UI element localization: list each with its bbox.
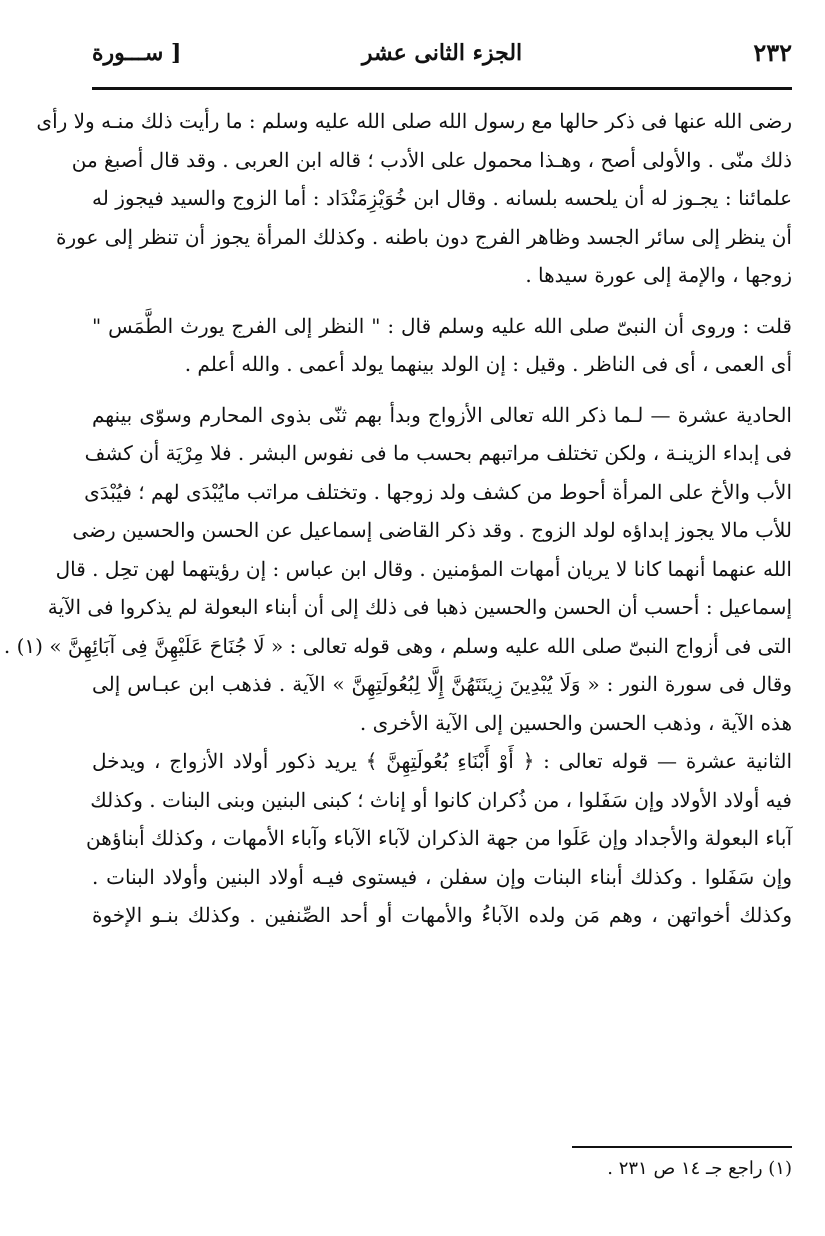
text-line: للأب مالا يجوز إبداؤه لولد الزوج . وقد ذكر القاضى إسماعيل عن الحسن والحسين رضى xyxy=(72,518,792,542)
paragraph-gap xyxy=(92,295,792,307)
text-line: زوجها ، والإمة إلى عورة سيدها . xyxy=(525,263,792,287)
text-line: الأب والأخ على المرأة أحوط من كشف ولد زوجها . وتختلف مراتب مايُبْدَى لهم ؛ فيُبْدَى xyxy=(84,479,792,504)
footnote: (١) راجع جـ ١٤ ص ٢٣١ . xyxy=(607,1158,792,1179)
text-line: وكذلك أخواتهن ، وهم مَن ولده الآباءُ والأمهات أو أحد الصِّنفين . وكذلك بنـو الإخوة xyxy=(92,903,792,927)
paragraph-4 xyxy=(86,742,792,935)
paragraph-1 xyxy=(36,102,792,295)
text-line: الثانية عشرة — قوله تعالى : ﴿ أَوْ أَبْنَاءِ بُعُولَتِهِنَّ ﴾ يريد ذكور أولاد الأزواج ، ويدخل xyxy=(92,749,792,773)
page-number: ٢٣٢ xyxy=(753,38,792,67)
text-line: التى فى أزواج النبىّ صلى الله عليه وسلم ، وهى قوله تعالى : « لَا جُنَاحَ عَلَيْهِنَّ فِى آبَائِهِنَّ » (١) . xyxy=(3,633,792,658)
paragraph-2 xyxy=(92,307,792,384)
text-line: هذه الآية ، وذهب الحسن والحسين إلى الآية الأخرى . xyxy=(359,710,792,735)
text-line: رضى الله عنها فى ذكر حالها مع رسول الله صلى الله عليه وسلم : ما رأيت ذلك منـه ولا رأى xyxy=(36,109,792,133)
paragraph-3 xyxy=(3,396,792,743)
text-line: فى إبداء الزينـة ، ولكن تختلف مراتبهم بحسب ما فى نفوس البشر . فلا مِرْيَة أن كشف xyxy=(84,441,792,465)
running-title: الجزء الثانى عشر xyxy=(361,40,523,66)
text-line: الحادية عشرة — لـما ذكر الله تعالى الأزواج وبدأ بهم ثنّى بذوى المحارم وسوّى بينهم xyxy=(92,402,792,427)
text-line: ذلك منّى . والأولى أصح ، وهـذا محمول على الأدب ؛ قاله ابن العربى . وقد قال أصبغ من xyxy=(71,147,792,172)
text-line: علمائنا : يجـوز له أن يلحسه بلسانه . وقال ابن خُوَيْزِمَنْدَاد : أما الزوج والسيد فيجوز له xyxy=(92,186,792,210)
text-line: أن ينظر إلى سائر الجسد وظاهر الفرج دون باطنه . وكذلك المرأة يجوز أن تنظر إلى عورة xyxy=(56,224,792,249)
surah-label: [ ســـورة xyxy=(92,40,182,66)
text-line: فيه أولاد الأولاد وإن سَفَلوا ، من ذُكران كانوا أو إناث ؛ كبنى البنين وبنى البنات . وكذلك xyxy=(90,787,792,812)
text-line: الله عنهما أنهما كانا لا يريان أمهات المؤمنين . وقال ابن عباس : إن رؤيتهما لهن تحِل . قال xyxy=(55,556,792,581)
text-line: وإن سَفَلوا . وكذلك أبناء البنات وإن سفلن ، فيستوى فيـه أولاد البنين وأولاد البنات . xyxy=(92,864,792,889)
page-header xyxy=(92,30,792,86)
footnote-rule xyxy=(572,1146,792,1148)
text-line: وقال فى سورة النور : « وَلَا يُبْدِينَ زِينَتَهُنَّ إِلَّا لِبُعُولَتِهِنَّ » الآية . فذهب ابن عبـاس إلى xyxy=(92,672,792,696)
text-line: آباء البعولة والأجداد وإن عَلَوا من جهة الذكران لآباء الآباء وآباء الأمهات ، وكذلك أبناؤهن xyxy=(86,826,792,850)
paragraph-gap xyxy=(92,384,792,396)
text-line: إسماعيل : أحسب أن الحسن والحسين ذهبا فى ذلك إلى أن أبناء البعولة لم يذكروا فى الآية xyxy=(47,595,792,619)
header-rule xyxy=(92,87,792,90)
text-line: أى العمى ، أى فى الناظر . وقيل : إن الولد بينهما يولد أعمى . والله أعلم . xyxy=(184,352,792,376)
body-text xyxy=(3,102,792,935)
text-line: قلت : وروى أن النبىّ صلى الله عليه وسلم قال : " النظر إلى الفرج يورث الطَّمَس " xyxy=(92,313,792,338)
